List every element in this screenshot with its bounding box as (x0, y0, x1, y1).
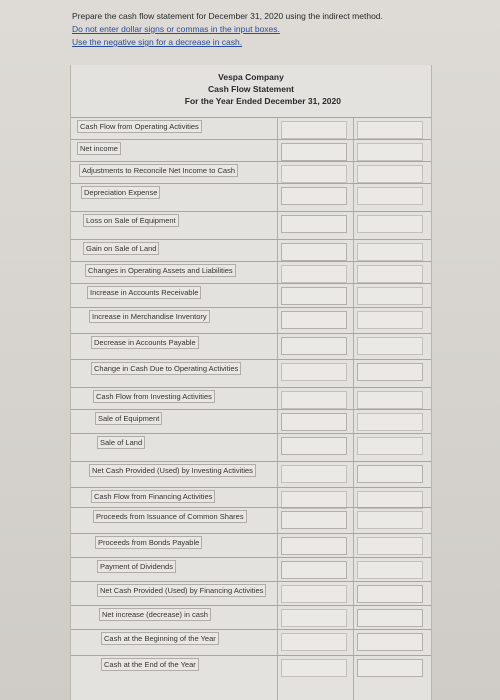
amount-input[interactable] (281, 311, 347, 329)
row-label: Decrease in Accounts Payable (91, 336, 199, 349)
statement-row (71, 307, 431, 333)
total-input (357, 215, 423, 233)
row-label: Cash at the End of the Year (101, 658, 199, 671)
amount-input[interactable] (281, 287, 347, 305)
statement-row (71, 283, 431, 307)
amount-input (281, 609, 347, 627)
row-label: Payment of Dividends (97, 560, 176, 573)
row-label: Cash Flow from Financing Activities (91, 490, 215, 503)
amount-input[interactable] (281, 143, 347, 161)
total-input (357, 561, 423, 579)
total-input (357, 265, 423, 283)
statement-row (71, 433, 431, 461)
row-label: Cash Flow from Investing Activities (93, 390, 215, 403)
statement-row (71, 117, 431, 139)
row-label: Net Cash Provided (Used) by Financing Activities (97, 584, 266, 597)
statement-row (71, 557, 431, 581)
instruction-main: Prepare the cash flow statement for December 31, 2020 using the indirect method. (72, 11, 383, 21)
amount-input[interactable] (281, 537, 347, 555)
row-label: Depreciation Expense (81, 186, 160, 199)
row-label: Increase in Accounts Receivable (87, 286, 201, 299)
statement-row (71, 581, 431, 605)
amount-input (281, 165, 347, 183)
statement-row (71, 507, 431, 533)
total-input (357, 187, 423, 205)
amount-input (281, 363, 347, 381)
row-label: Increase in Merchandise Inventory (89, 310, 210, 323)
statement-title: Cash Flow Statement (208, 84, 294, 94)
statement-row (71, 629, 431, 655)
row-label: Gain on Sale of Land (83, 242, 159, 255)
company-name: Vespa Company (218, 72, 284, 82)
statement-row (71, 487, 431, 507)
amount-input (281, 633, 347, 651)
amount-input (281, 391, 347, 409)
amount-input[interactable] (281, 511, 347, 529)
total-input[interactable] (357, 363, 423, 381)
amount-input[interactable] (281, 413, 347, 431)
total-input (357, 121, 423, 139)
total-input (357, 311, 423, 329)
statement-row (71, 139, 431, 161)
statement-row (71, 239, 431, 261)
row-label: Change in Cash Due to Operating Activities (91, 362, 241, 375)
statement-row (71, 605, 431, 629)
row-label: Cash Flow from Operating Activities (77, 120, 202, 133)
total-input (357, 287, 423, 305)
statement-row (71, 333, 431, 359)
row-label: Net Cash Provided (Used) by Investing Activities (89, 464, 256, 477)
total-input (357, 413, 423, 431)
row-label: Cash at the Beginning of the Year (101, 632, 219, 645)
amount-input[interactable] (281, 187, 347, 205)
total-input (357, 537, 423, 555)
total-input[interactable] (357, 659, 423, 677)
statement-row (71, 183, 431, 211)
row-label: Sale of Land (97, 436, 145, 449)
statement-row (71, 655, 431, 681)
row-label: Loss on Sale of Equipment (83, 214, 179, 227)
statement-row (71, 387, 431, 409)
statement-row (71, 261, 431, 283)
amount-input[interactable] (281, 437, 347, 455)
amount-input[interactable] (281, 561, 347, 579)
amount-input[interactable] (281, 215, 347, 233)
total-input (357, 143, 423, 161)
statement-period: For the Year Ended December 31, 2020 (184, 96, 341, 106)
total-input (357, 437, 423, 455)
row-label: Adjustments to Reconcile Net Income to Cash (79, 164, 238, 177)
row-label: Sale of Equipment (95, 412, 162, 425)
cash-flow-statement-table (70, 65, 432, 700)
amount-input (281, 265, 347, 283)
total-input (357, 337, 423, 355)
amount-input (281, 585, 347, 603)
row-label: Changes in Operating Assets and Liabilities (85, 264, 236, 277)
statement-header (71, 65, 431, 117)
amount-input[interactable] (281, 243, 347, 261)
total-input[interactable] (357, 585, 423, 603)
amount-input (281, 465, 347, 483)
instruction-no-dollar-signs[interactable]: Do not enter dollar signs or commas in the input boxes. (72, 24, 280, 34)
row-label: Net income (77, 142, 121, 155)
statement-row (71, 533, 431, 557)
total-input (357, 243, 423, 261)
row-label: Proceeds from Bonds Payable (95, 536, 202, 549)
total-input (357, 511, 423, 529)
statement-row (71, 461, 431, 487)
amount-input[interactable] (281, 337, 347, 355)
total-input[interactable] (357, 633, 423, 651)
statement-row (71, 409, 431, 433)
statement-row (71, 211, 431, 239)
total-input (357, 165, 423, 183)
statement-row (71, 161, 431, 183)
row-label: Net increase (decrease) in cash (99, 608, 211, 621)
instructions (72, 10, 383, 49)
row-label: Proceeds from Issuance of Common Shares (93, 510, 247, 523)
statement-row (71, 359, 431, 387)
instruction-negative-sign[interactable]: Use the negative sign for a decrease in cash. (72, 37, 243, 47)
amount-input (281, 659, 347, 677)
total-input[interactable] (357, 609, 423, 627)
total-input (357, 391, 423, 409)
amount-input (281, 121, 347, 139)
total-input[interactable] (357, 465, 423, 483)
